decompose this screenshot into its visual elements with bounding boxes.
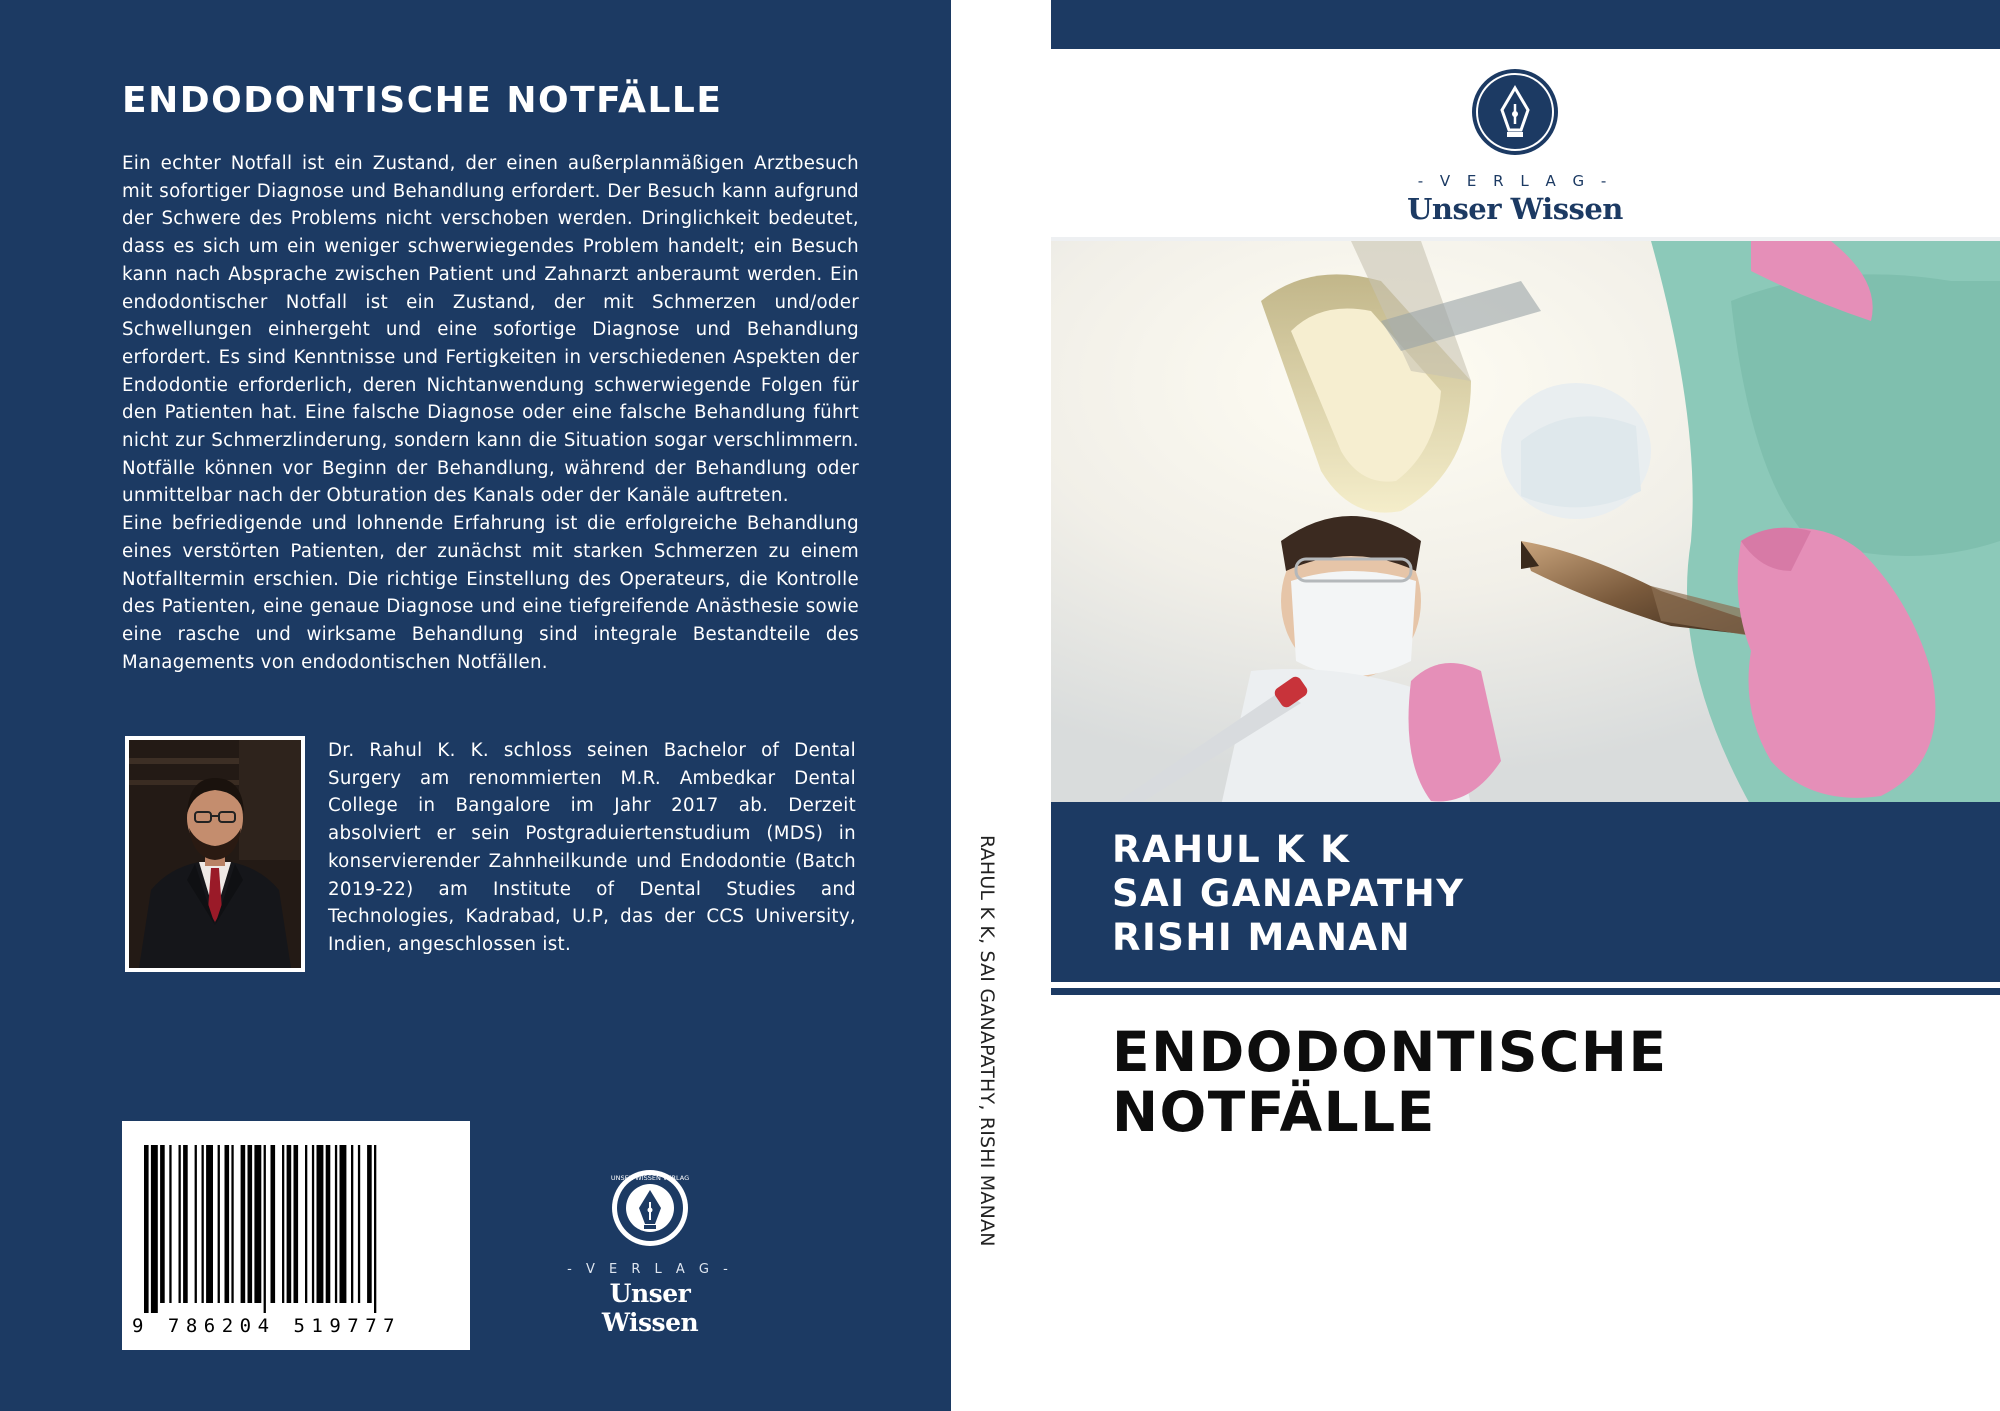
barcode-bar xyxy=(183,1145,188,1303)
barcode-bar xyxy=(340,1145,347,1303)
barcode-bar xyxy=(169,1145,171,1303)
front-divider-rule xyxy=(1051,988,2000,995)
barcode-bar xyxy=(195,1145,197,1303)
author-portrait xyxy=(125,736,305,972)
seal-text: UNSER WISSEN VERLAG xyxy=(610,1174,690,1182)
isbn-barcode xyxy=(122,1121,470,1350)
barcode-bar xyxy=(294,1145,299,1303)
front-logo-verlag: - V E R L A G - xyxy=(1417,172,1613,190)
blurb-paragraph-1: Ein echter Notfall ist ein Zustand, der einen außerplanmäßigen Arztbesuch mit sofortiger Diagnose und Behandlung erfordert. Der Besuch kann aufgrund der Schwere des Problems nicht verschoben werden. Dringlichkeit bedeutet, dass es sich um ein weniger schwerwiegendes Problem handelt; ein Besuch kann nach Absprache zwischen Patient und Zahnarzt anberaumt werden. Ein endodontischer Notfall ist ein Zustand, der mit Schmerzen und/oder Schwellungen einhergeht und eine sofortige Diagnose und Behandlung erfordert. Es sind Kenntnisse und Fertigkeiten in verschiedenen Aspekten der Endodontie erforderlich, deren Nichtanwendung schwerwiegende Folgen für den Patienten hat. Eine falsche Diagnose oder eine falsche Behandlung führt nicht zur Schmerzlinderung, sondern kann die Situation sogar verschlimmern. Notfälle können vor Beginn der Behandlung, während der Behandlung oder unmittelbar nach der Obturation des Kanals oder der Kanäle auftreten. xyxy=(122,153,859,507)
back-cover-blurb xyxy=(122,150,859,676)
barcode-bar xyxy=(206,1145,213,1303)
barcode-bar xyxy=(335,1145,337,1303)
barcode-bar xyxy=(264,1145,266,1313)
isbn-digits: 9 786204 519777 xyxy=(132,1315,402,1337)
author-name-3: RISHI MANAN xyxy=(1112,916,1412,959)
barcode-bar xyxy=(287,1145,292,1303)
back-cover xyxy=(0,0,951,1411)
barcode-bars xyxy=(122,1121,470,1313)
fountain-pen-nib-icon xyxy=(1471,68,1559,156)
barcode-bar xyxy=(179,1145,181,1303)
barcode-bar xyxy=(305,1145,307,1303)
barcode-bar xyxy=(248,1145,253,1303)
barcode-bar xyxy=(358,1145,360,1303)
barcode-bar xyxy=(317,1145,324,1303)
barcode-bar xyxy=(160,1145,165,1303)
barcode-bar xyxy=(312,1145,314,1303)
barcode-bar xyxy=(351,1145,353,1303)
barcode-bar xyxy=(367,1145,372,1303)
barcode-bar xyxy=(202,1145,204,1303)
barcode-bar xyxy=(144,1145,149,1313)
authors-band xyxy=(1051,802,2000,982)
front-top-bar xyxy=(1051,0,2000,49)
author-portrait-illustration xyxy=(129,740,301,968)
barcode-bar xyxy=(231,1145,233,1303)
author-name-2: SAI GANAPATHY xyxy=(1112,872,1465,915)
barcode-bar xyxy=(218,1145,220,1303)
author-bio: Dr. Rahul K. K. schloss seinen Bachelor of Dental Surgery am renommierten M.R. Ambedkar Dental College in Bangalore im Jahr 2017 ab. Derzeit absolviert er sein Postgraduiertenstudium (MDS) in konservierender Zahnheilkunde und Endodontie (Batch 2019-22) am Institute of Dental Studies and Technologies, Kadrabad, U.P, das der CCS University, Indien, angeschlossen ist. xyxy=(328,740,856,955)
front-cover-title xyxy=(1112,1022,1668,1142)
barcode-bar xyxy=(271,1145,276,1303)
barcode-bar xyxy=(282,1145,284,1303)
barcode-bar xyxy=(241,1145,246,1303)
front-logo-name: Unser Wissen xyxy=(1407,192,1623,226)
barcode-bar xyxy=(225,1145,230,1303)
barcode-bar xyxy=(151,1145,158,1313)
front-publisher-logo xyxy=(1400,68,1630,226)
spine xyxy=(951,0,1051,1411)
barcode-bar xyxy=(374,1145,376,1313)
back-logo-verlag: - V E R L A G - xyxy=(567,1262,733,1277)
dental-surgery-photo xyxy=(1051,237,2000,806)
title-line-2: NOTFÄLLE xyxy=(1112,1080,1436,1144)
title-line-1: ENDODONTISCHE xyxy=(1112,1020,1668,1084)
barcode-bar xyxy=(254,1145,261,1303)
author-name-1: RAHUL K K xyxy=(1112,828,1351,871)
spine-authors: RAHUL K K, SAI GANAPATHY, RISHI MANAN xyxy=(976,835,998,1247)
blurb-paragraph-2: Eine befriedigende und lohnende Erfahrung ist die erfolgreiche Behandlung eines verstörten Patienten, der zunächst mit starken Schmerzen zu einem Notfalltermin erschien. Die richtige Einstellung des Operateurs, die Kontrolle des Patienten, eine genaue Diagnose und eine tiefgreifende Anästhesie sowie eine rasche und wirksame Behandlung sind integrale Bestandteile des Managements von endodontischen Notfällen. xyxy=(122,513,859,673)
fountain-pen-nib-icon xyxy=(610,1168,690,1248)
back-cover-title: ENDODONTISCHE NOTFÄLLE xyxy=(122,80,723,121)
back-publisher-logo xyxy=(560,1168,740,1337)
back-logo-name: Unser Wissen xyxy=(601,1279,699,1337)
barcode-bar xyxy=(326,1145,331,1303)
dental-surgery-illustration xyxy=(1051,241,2000,806)
